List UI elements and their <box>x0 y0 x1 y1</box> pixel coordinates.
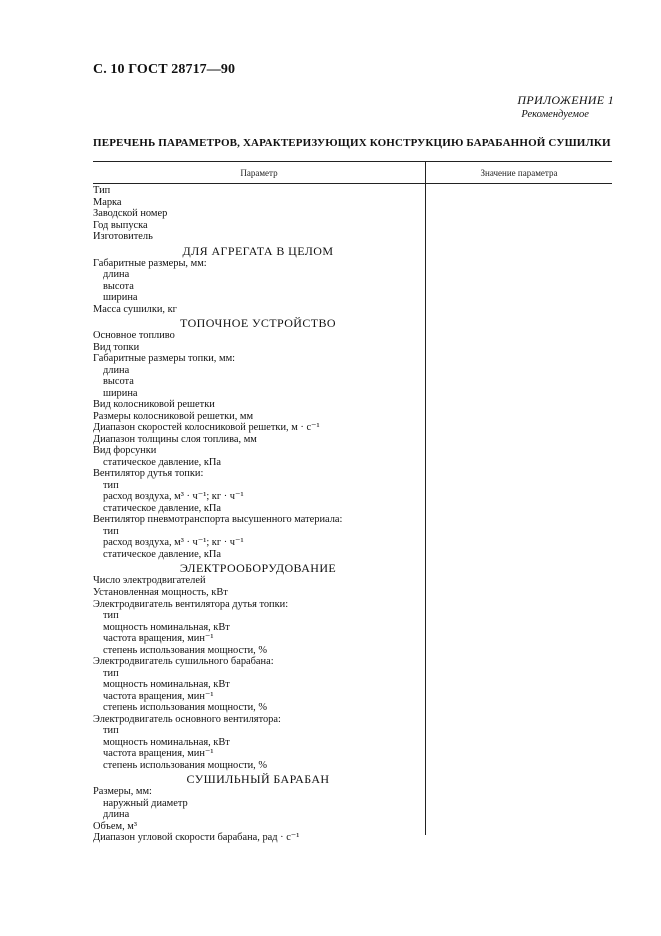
parameter-subitem: длина <box>103 364 130 376</box>
parameter-subitem: расход воздуха, м³ · ч⁻¹; кг · ч⁻¹ <box>103 491 244 503</box>
parameter-subitem: высота <box>103 280 134 292</box>
parameter-item: Марка <box>93 196 122 208</box>
document-title: ПЕРЕЧЕНЬ ПАРАМЕТРОВ, ХАРАКТЕРИЗУЮЩИХ КОНСТРУКЦИЮ БАРАБАННОЙ СУШИЛКИ <box>93 137 611 149</box>
parameter-item: Вид колосниковой решетки <box>93 399 215 411</box>
section-heading: СУШИЛЬНЫЙ БАРАБАН <box>186 772 330 787</box>
parameter-item: Год выпуска <box>93 219 148 231</box>
parameter-item: Размеры, мм: <box>93 786 152 798</box>
parameter-item: Электродвигатель сушильного барабана: <box>93 656 274 668</box>
parameter-subitem: частота вращения, мин⁻¹ <box>103 690 214 702</box>
parameter-item: Заводской номер <box>93 208 168 220</box>
parameter-subitem: степень использования мощности, % <box>103 702 268 714</box>
parameter-subitem: наружный диаметр <box>103 797 188 809</box>
parameter-subitem: степень использования мощности, % <box>103 759 268 771</box>
parameter-item: Объем, м³ <box>93 820 137 832</box>
parameter-subitem: ширина <box>103 387 138 399</box>
parameter-item: Диапазон толщины слоя топлива, мм <box>93 433 257 445</box>
appendix-label <box>517 93 614 120</box>
column-header-value: Значение параметра <box>480 168 558 178</box>
parameter-subitem: тип <box>103 610 119 622</box>
appendix-title: ПРИЛОЖЕНИЕ 1 <box>517 93 614 107</box>
parameter-subitem: степень использования мощности, % <box>103 644 268 656</box>
parameter-item: Электродвигатель основного вентилятора: <box>93 713 281 725</box>
parameter-item: Изготовитель <box>93 231 153 243</box>
parameter-subitem: высота <box>103 376 134 388</box>
parameter-item: Электродвигатель вентилятора дутья топки: <box>93 598 289 610</box>
parameter-item: Вид топки <box>93 341 140 353</box>
parameter-item: Масса сушилки, кг <box>93 303 177 315</box>
parameter-subitem: статическое давление, кПа <box>103 502 222 514</box>
parameter-item: Вентилятор дутья топки: <box>93 468 204 480</box>
parameter-subitem: тип <box>103 479 119 491</box>
parameter-item: Габаритные размеры топки, мм: <box>93 353 236 365</box>
section-heading: ТОПОЧНОЕ УСТРОЙСТВО <box>180 316 336 331</box>
parameter-item: Габаритные размеры, мм: <box>93 257 207 269</box>
section-heading: ЭЛЕКТРООБОРУДОВАНИЕ <box>179 561 337 576</box>
parameter-subitem: частота вращения, мин⁻¹ <box>103 633 214 645</box>
parameter-item: Основное топливо <box>93 330 175 342</box>
table-top-rule <box>93 161 612 162</box>
parameter-subitem: ширина <box>103 292 138 304</box>
parameter-subitem: мощность номинальная, кВт <box>103 679 230 691</box>
parameter-subitem: частота вращения, мин⁻¹ <box>103 748 214 760</box>
parameter-subitem: длина <box>103 269 130 281</box>
table-header-rule <box>93 183 612 184</box>
parameter-subitem: тип <box>103 525 119 537</box>
parameter-list <box>93 185 423 844</box>
parameter-item: Размеры колосниковой решетки, мм <box>93 410 254 422</box>
parameter-subitem: мощность номинальная, кВт <box>103 736 230 748</box>
parameter-subitem: статическое давление, кПа <box>103 456 222 468</box>
section-heading: ДЛЯ АГРЕГАТА В ЦЕЛОМ <box>182 243 334 258</box>
column-header-parameter: Параметр <box>240 168 278 178</box>
parameter-subitem: тип <box>103 667 119 679</box>
parameter-item: Диапазон угловой скорости барабана, рад · с⁻¹ <box>93 832 300 844</box>
parameter-item: Диапазон скоростей колосниковой решетки, м · с⁻¹ <box>93 422 320 434</box>
parameter-subitem: расход воздуха, м³ · ч⁻¹; кг · ч⁻¹ <box>103 537 244 549</box>
parameter-item: Вид форсунки <box>93 445 157 457</box>
page-header: С. 10 ГОСТ 28717—90 <box>93 62 236 77</box>
parameter-subitem: тип <box>103 725 119 737</box>
parameter-subitem: статическое давление, кПа <box>103 548 222 560</box>
parameter-subitem: длина <box>103 809 130 821</box>
table-column-divider <box>425 161 426 835</box>
parameter-item: Число электродвигателей <box>93 575 206 587</box>
parameter-item: Тип <box>93 185 111 196</box>
appendix-subtitle: Рекомендуемое <box>521 109 589 120</box>
parameter-item: Установленная мощность, кВт <box>93 586 228 598</box>
parameter-item: Вентилятор пневмотранспорта высушенного материала: <box>93 514 343 526</box>
parameter-subitem: мощность номинальная, кВт <box>103 621 230 633</box>
